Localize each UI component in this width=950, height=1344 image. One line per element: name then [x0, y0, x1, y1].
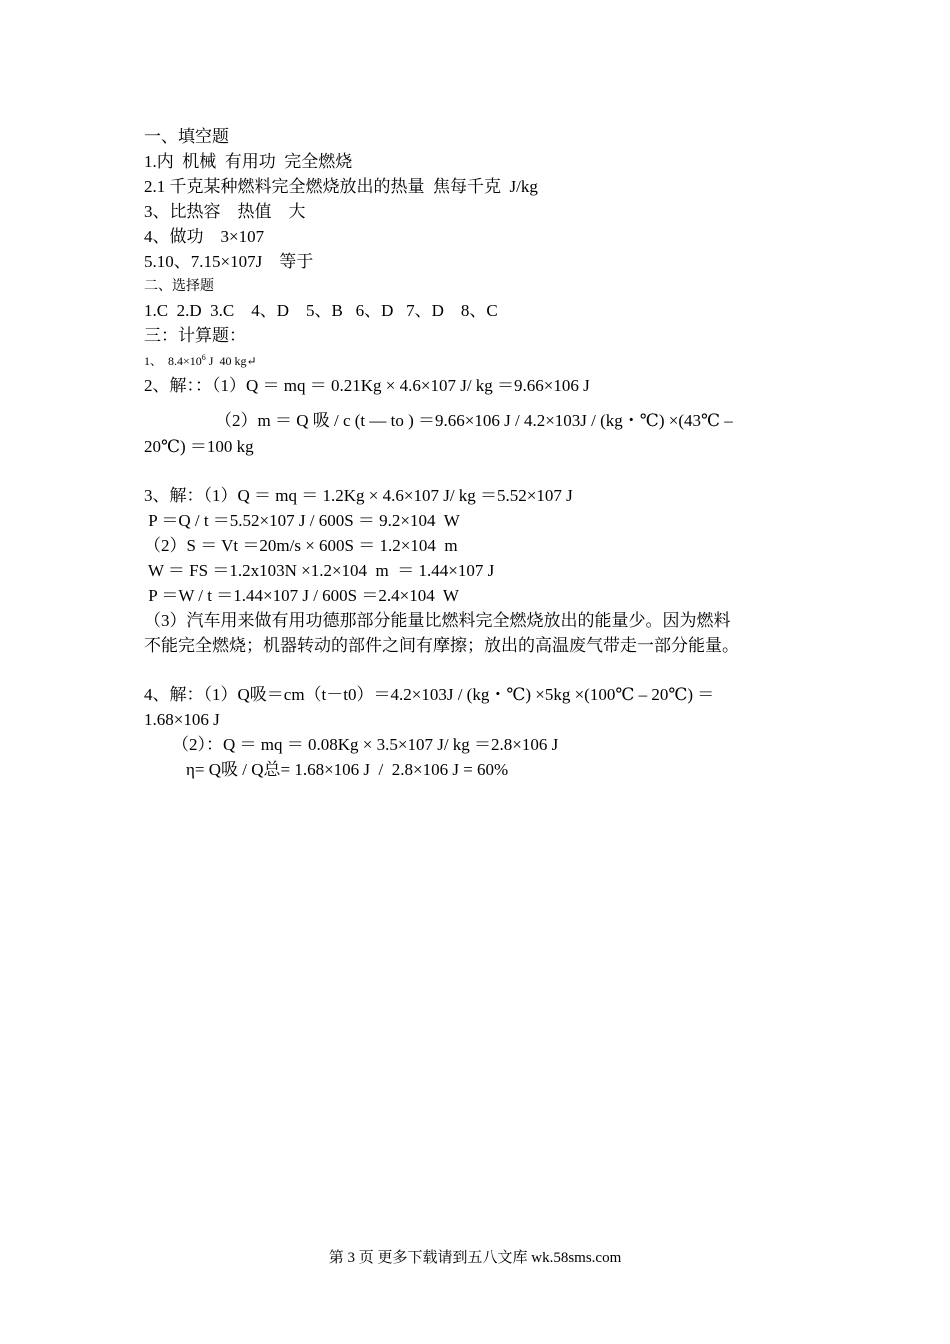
calc-4-line-2: 1.68×106 J [144, 710, 220, 729]
answer-line-4: 4、做功 3×107 [144, 227, 265, 246]
choice-answers: 1.C 2.D 3.C 4、D 5、B 6、D 7、D 8、C [144, 301, 498, 320]
section-heading-fill-in: 一、填空题 [144, 127, 229, 146]
section-heading-calculation: 三：计算题： [144, 326, 246, 345]
calc-2-line-1: 2、解：：（1）Q ＝ mq ＝ 0.21Kg × 4.6×107 J/ kg ＝9.66×106 J [144, 376, 590, 395]
answer-line-1: 1.内 机械 有用功 完全燃烧 [144, 152, 353, 171]
calc-3-line-2: P ＝Q / t ＝5.52×107 J / 600S ＝ 9.2×104 W [144, 511, 460, 530]
answer-line-2: 2.1 千克某种燃料完全燃烧放出的热量 焦每千克 J/kg [144, 177, 538, 196]
calc-2-line-3: 20℃) ＝100 kg [144, 437, 254, 456]
calc-4-line-4: η= Q吸 / Q总= 1.68×106 J / 2.8×106 J = 60% [186, 760, 509, 779]
calc-answer-1: 1、 $8.4\times 10^6$ J 40 kg↵ [144, 353, 257, 368]
answer-line-5: 5.10、7.15×107J 等于 [144, 252, 314, 271]
answer-line-3: 3、比热容 热值 大 [144, 202, 306, 221]
calc-3-line-6: （3）汽车用来做有用功德那部分能量比燃料完全燃烧放出的能量少。因为燃料 [144, 611, 731, 630]
calc-4-line-3: （2）：Q ＝ mq ＝ 0.08Kg × 3.5×107 J/ kg ＝2.8×106 J [172, 735, 559, 754]
calc-3-line-4: W ＝ FS ＝1.2x103N ×1.2×104 m ＝ 1.44×107 J [144, 561, 495, 580]
calc-3-line-7: 不能完全燃烧；机器转动的部件之间有摩擦；放出的高温废气带走一部分能量。 [144, 636, 739, 655]
calc-3-line-5: P ＝W / t ＝1.44×107 J / 600S ＝2.4×104 W [144, 586, 459, 605]
calc-4-line-1: 4、解：（1）Q吸＝cm（t－t0）＝4.2×103J / (kg・℃) ×5kg ×(100℃ – 20℃) ＝ [144, 685, 715, 704]
section-heading-choice: 二、选择题 [144, 279, 214, 294]
calc-3-line-3: （2）S ＝ Vt ＝20m/s × 600S ＝ 1.2×104 m [144, 536, 458, 555]
calc-2-line-2: （2）m ＝ Q 吸 / c (t — to ) ＝9.66×106 J / 4.2×103J / (kg・℃) ×(43℃ – [215, 411, 733, 430]
calc-3-line-1: 3、解：（1）Q ＝ mq ＝ 1.2Kg × 4.6×107 J/ kg ＝5.52×107 J [144, 486, 573, 505]
page-footer: 第 3 页 更多下载请到五八文库 wk.58sms.com [328, 1250, 622, 1266]
